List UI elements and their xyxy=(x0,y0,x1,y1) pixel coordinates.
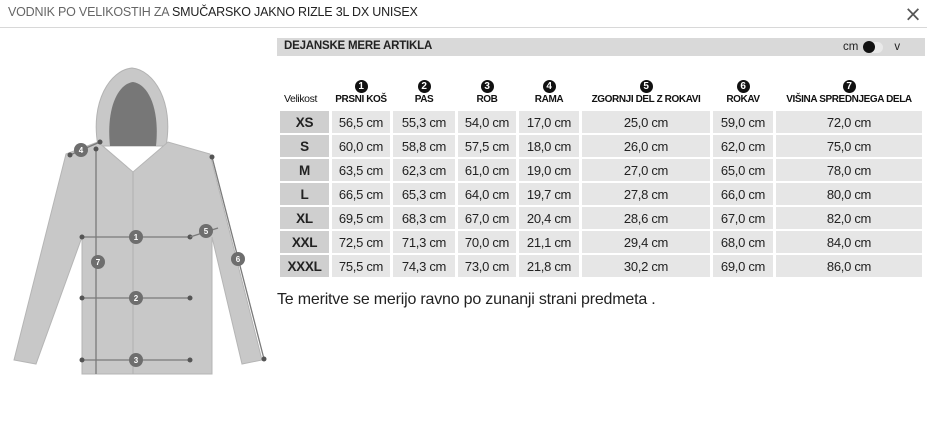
measurement-cell: 66,5 cm xyxy=(332,183,390,205)
table-row xyxy=(280,255,922,277)
modal-title-prefix: VODNIK PO VELIKOSTIH ZA xyxy=(8,5,169,19)
column-header-top-with-sleeves xyxy=(582,76,710,109)
modal-header xyxy=(0,0,927,28)
measurement-cell: 73,0 cm xyxy=(458,255,516,277)
measurement-cell: 64,0 cm xyxy=(458,183,516,205)
measurement-cell: 86,0 cm xyxy=(776,255,922,277)
size-cell: XS xyxy=(280,111,329,133)
measurement-cell: 60,0 cm xyxy=(332,135,390,157)
size-cell: XXL xyxy=(280,231,329,253)
unit-in-label[interactable]: v xyxy=(894,41,901,53)
measurement-note: Te meritve se merijo ravno po zunanji strani predmeta . xyxy=(277,291,656,308)
figure-marker-6: 6 xyxy=(235,255,241,264)
hooded-jacket-measurement-icon xyxy=(10,62,272,382)
size-cell: XXXL xyxy=(280,255,329,277)
unit-toggle[interactable] xyxy=(843,39,900,55)
column-header-hem xyxy=(458,76,516,109)
table-row xyxy=(280,135,922,157)
close-icon[interactable]: × xyxy=(904,2,922,26)
modal-title-product: SMUČARSKO JAKNO RIZLE 3L DX UNISEX xyxy=(172,5,418,19)
size-cell: L xyxy=(280,183,329,205)
table-row xyxy=(280,231,922,253)
measurement-cell: 62,0 cm xyxy=(713,135,773,157)
measurement-cell: 59,0 cm xyxy=(713,111,773,133)
measurement-cell: 58,8 cm xyxy=(393,135,455,157)
size-cell: M xyxy=(280,159,329,181)
measurement-cell: 71,3 cm xyxy=(393,231,455,253)
measurement-cell: 63,5 cm xyxy=(332,159,390,181)
measurement-cell: 17,0 cm xyxy=(519,111,579,133)
size-table xyxy=(277,74,925,279)
table-row xyxy=(280,183,922,205)
modal-title xyxy=(8,5,418,19)
column-header-waist xyxy=(393,76,455,109)
measurement-cell: 65,0 cm xyxy=(713,159,773,181)
measurement-cell: 74,3 cm xyxy=(393,255,455,277)
measurement-cell: 72,5 cm xyxy=(332,231,390,253)
column-header-label: ZGORNJI DEL Z ROKAVI xyxy=(591,94,701,105)
measurement-cell: 78,0 cm xyxy=(776,159,922,181)
figure-marker-4: 4 xyxy=(78,146,84,155)
measurement-cell: 19,7 cm xyxy=(519,183,579,205)
measurement-cell: 55,3 cm xyxy=(393,111,455,133)
measurement-cell: 69,5 cm xyxy=(332,207,390,229)
column-header-label: PRSNI KOŠ xyxy=(335,94,387,105)
measurement-cell: 62,3 cm xyxy=(393,159,455,181)
measurement-cell: 65,3 cm xyxy=(393,183,455,205)
measurement-cell: 84,0 cm xyxy=(776,231,922,253)
measurement-cell: 66,0 cm xyxy=(713,183,773,205)
measure-number-icon: 4 xyxy=(543,80,556,93)
measurement-cell: 28,6 cm xyxy=(582,207,710,229)
measurement-cell: 68,0 cm xyxy=(713,231,773,253)
column-header-label: PAS xyxy=(414,94,434,105)
size-column-header: Velikost xyxy=(284,93,317,105)
measurement-cell: 67,0 cm xyxy=(713,207,773,229)
measurement-cell: 26,0 cm xyxy=(582,135,710,157)
size-table-header-row xyxy=(280,76,922,109)
measurement-cell: 75,5 cm xyxy=(332,255,390,277)
table-row xyxy=(280,159,922,181)
toggle-knob xyxy=(863,41,875,53)
measurement-cell: 27,8 cm xyxy=(582,183,710,205)
column-header-label: ROKAV xyxy=(726,94,760,105)
section-header-bar xyxy=(277,38,925,56)
measurement-cell: 68,3 cm xyxy=(393,207,455,229)
figure-marker-3: 3 xyxy=(133,356,139,365)
column-header-label: RAMA xyxy=(534,94,564,105)
measurement-cell: 30,2 cm xyxy=(582,255,710,277)
measurement-cell: 75,0 cm xyxy=(776,135,922,157)
measurement-cell: 54,0 cm xyxy=(458,111,516,133)
figure-marker-1: 1 xyxy=(133,233,139,242)
size-cell: XL xyxy=(280,207,329,229)
measurement-cell: 67,0 cm xyxy=(458,207,516,229)
column-header-sleeve xyxy=(713,76,773,109)
measurement-cell: 21,8 cm xyxy=(519,255,579,277)
column-header-label: ROB xyxy=(476,94,498,105)
measurement-cell: 25,0 cm xyxy=(582,111,710,133)
column-header-label: VIŠINA SPREDNJEGA DELA xyxy=(786,94,912,105)
size-cell: S xyxy=(280,135,329,157)
measurement-cell: 57,5 cm xyxy=(458,135,516,157)
figure-marker-5: 5 xyxy=(203,227,209,236)
measurement-cell: 70,0 cm xyxy=(458,231,516,253)
measurement-cell: 82,0 cm xyxy=(776,207,922,229)
unit-cm-label[interactable]: cm xyxy=(843,41,859,53)
measurement-cell: 21,1 cm xyxy=(519,231,579,253)
measurement-cell: 18,0 cm xyxy=(519,135,579,157)
measurement-cell: 61,0 cm xyxy=(458,159,516,181)
measurement-cell: 27,0 cm xyxy=(582,159,710,181)
measurement-cell: 19,0 cm xyxy=(519,159,579,181)
measurement-cell: 72,0 cm xyxy=(776,111,922,133)
figure-marker-2: 2 xyxy=(133,294,139,303)
measurement-cell: 69,0 cm xyxy=(713,255,773,277)
jacket-measurement-figure xyxy=(10,62,272,382)
section-title: DEJANSKE MERE ARTIKLA xyxy=(284,40,433,52)
unit-toggle-switch[interactable] xyxy=(863,42,883,53)
measure-number-icon: 1 xyxy=(355,80,368,93)
measure-number-icon: 3 xyxy=(481,80,494,93)
measure-number-icon: 6 xyxy=(737,80,750,93)
measure-number-icon: 2 xyxy=(418,80,431,93)
measurement-cell: 80,0 cm xyxy=(776,183,922,205)
column-header-front-length xyxy=(776,76,922,109)
measure-number-icon: 5 xyxy=(640,80,653,93)
table-row xyxy=(280,111,922,133)
column-header-chest xyxy=(332,76,390,109)
measurement-cell: 29,4 cm xyxy=(582,231,710,253)
measurement-cell: 20,4 cm xyxy=(519,207,579,229)
table-row xyxy=(280,207,922,229)
measure-number-icon: 7 xyxy=(843,80,856,93)
column-header-shoulders xyxy=(519,76,579,109)
figure-marker-7: 7 xyxy=(95,258,101,267)
measurement-cell: 56,5 cm xyxy=(332,111,390,133)
